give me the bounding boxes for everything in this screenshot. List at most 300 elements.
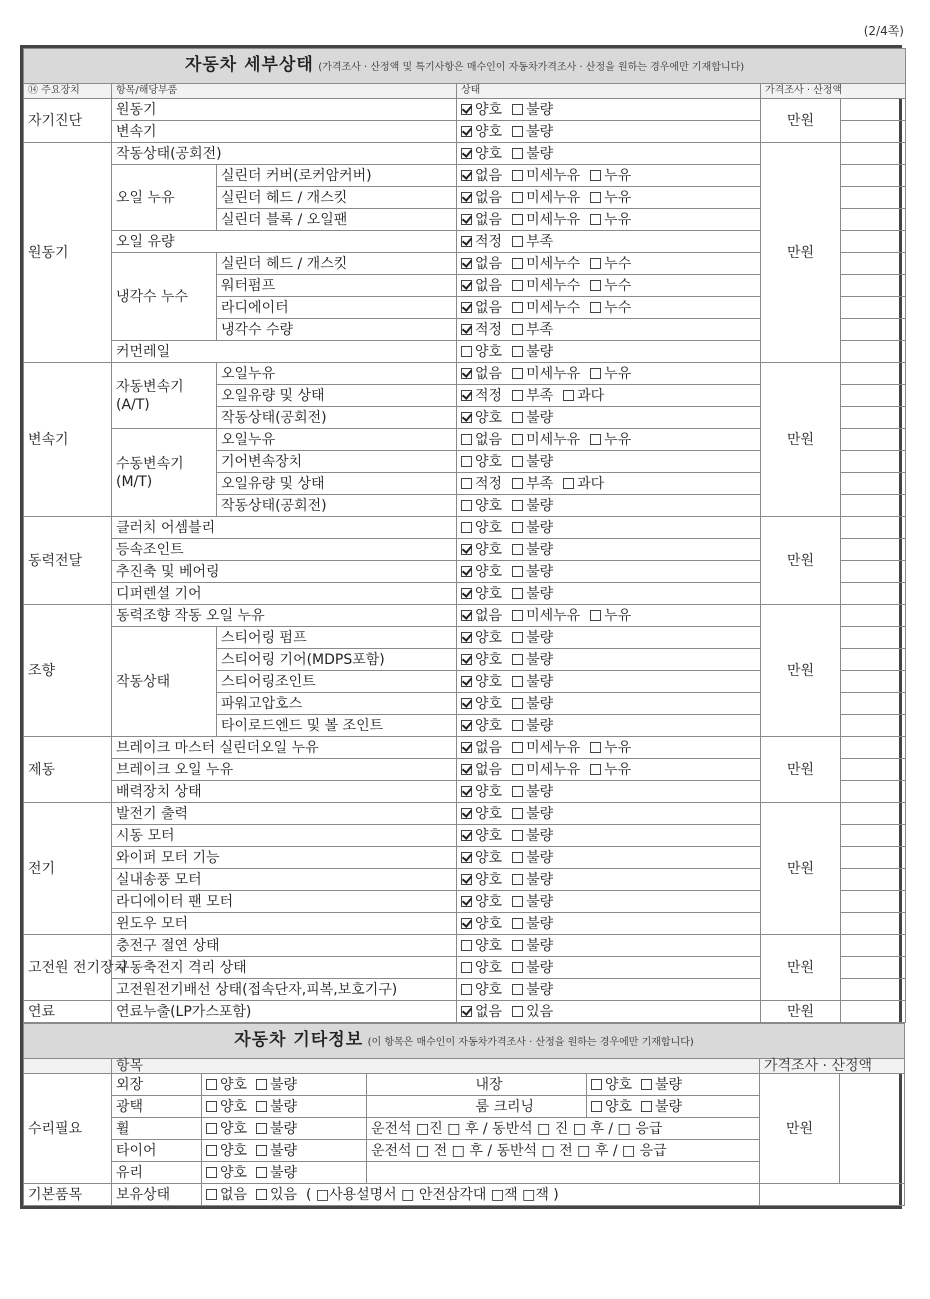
option-label: 적정 bbox=[475, 321, 503, 338]
checkbox[interactable] bbox=[512, 588, 523, 599]
checkbox[interactable] bbox=[512, 962, 523, 973]
price-input[interactable] bbox=[841, 935, 906, 957]
checkbox[interactable] bbox=[512, 720, 523, 731]
sub-part-name: 오일유량 및 상태 bbox=[217, 385, 457, 407]
checkbox[interactable] bbox=[590, 170, 601, 181]
status-option bbox=[461, 496, 502, 516]
wheel-status: 양호 불량 bbox=[202, 1118, 367, 1140]
price-input[interactable] bbox=[841, 627, 906, 649]
checkbox[interactable] bbox=[512, 192, 523, 203]
option-label: 양호 bbox=[475, 673, 503, 690]
device-group: 동력전달 bbox=[24, 517, 112, 605]
checkbox[interactable] bbox=[461, 698, 472, 709]
interior-label: 내장 bbox=[472, 1074, 587, 1096]
checkbox[interactable] bbox=[590, 192, 601, 203]
option-label: 누수 bbox=[604, 299, 632, 316]
checkbox[interactable] bbox=[512, 940, 523, 951]
price-input[interactable] bbox=[841, 913, 906, 935]
checkbox[interactable] bbox=[512, 324, 523, 335]
status-option bbox=[512, 232, 553, 252]
checkbox[interactable] bbox=[512, 368, 523, 379]
status-options bbox=[457, 561, 761, 583]
price-input[interactable] bbox=[841, 869, 906, 891]
checkbox[interactable] bbox=[512, 434, 523, 445]
option-label: 누수 bbox=[604, 277, 632, 294]
checkbox[interactable] bbox=[461, 544, 472, 555]
option-label: 양호 bbox=[475, 915, 503, 932]
checkbox[interactable] bbox=[461, 434, 472, 445]
price-input[interactable] bbox=[841, 847, 906, 869]
sub-part-name: 파워고압호스 bbox=[217, 693, 457, 715]
status-options bbox=[457, 649, 761, 671]
option-label: 미세누유 bbox=[526, 607, 581, 624]
status-option bbox=[461, 430, 502, 450]
price-unit: 만원 bbox=[761, 143, 841, 363]
part-category: 수동변속기 (M/T) bbox=[112, 429, 217, 517]
checkbox[interactable] bbox=[512, 632, 523, 643]
option-label: 부족 bbox=[526, 321, 554, 338]
checkbox[interactable] bbox=[461, 478, 472, 489]
part-name: 오일 유량 bbox=[112, 231, 457, 253]
status-option bbox=[461, 782, 502, 802]
checkbox[interactable] bbox=[512, 566, 523, 577]
checkbox[interactable] bbox=[461, 808, 472, 819]
checkbox[interactable] bbox=[512, 874, 523, 885]
option-label: 불량 bbox=[526, 123, 554, 140]
status-option bbox=[512, 474, 553, 494]
option-label: 불량 bbox=[526, 805, 554, 822]
part-name: 시동 모터 bbox=[112, 825, 457, 847]
option-label: 불량 bbox=[526, 827, 554, 844]
checkbox[interactable] bbox=[590, 258, 601, 269]
checkbox[interactable] bbox=[461, 258, 472, 269]
part-name: 브레이크 마스터 실린더오일 누유 bbox=[112, 737, 457, 759]
option-label: 적정 bbox=[475, 387, 503, 404]
option-label: 불량 bbox=[526, 343, 554, 360]
option-label: 양호 bbox=[475, 343, 503, 360]
part-category: 작동상태 bbox=[112, 627, 217, 737]
checkbox[interactable] bbox=[256, 1145, 267, 1156]
checkbox[interactable] bbox=[206, 1167, 217, 1178]
status-options bbox=[457, 759, 761, 781]
option-label: 없음 bbox=[475, 189, 503, 206]
interior-status: 양호 불량 bbox=[587, 1074, 760, 1096]
checkbox[interactable] bbox=[512, 1006, 523, 1017]
option-label: 양호 bbox=[475, 123, 503, 140]
status-option bbox=[512, 144, 553, 164]
checkbox[interactable] bbox=[461, 632, 472, 643]
detail-note: (가격조사 · 산정액 및 특기사항은 매수인이 자동차가격조사 · 산정을 원하는 경우에만 기재합니다) bbox=[318, 61, 745, 73]
checkbox[interactable] bbox=[256, 1167, 267, 1178]
checkbox[interactable] bbox=[590, 764, 601, 775]
checkbox[interactable] bbox=[461, 280, 472, 291]
checkbox[interactable] bbox=[512, 390, 523, 401]
status-option bbox=[512, 606, 580, 626]
option-label: 양호 bbox=[475, 563, 503, 580]
checkbox[interactable] bbox=[461, 786, 472, 797]
status-options bbox=[457, 913, 761, 935]
checkbox[interactable] bbox=[461, 984, 472, 995]
status-option bbox=[461, 694, 502, 714]
price-input[interactable] bbox=[841, 759, 906, 781]
price-input[interactable] bbox=[841, 319, 906, 341]
status-option bbox=[590, 276, 631, 296]
option-label: 양호 bbox=[475, 453, 503, 470]
checkbox[interactable] bbox=[461, 588, 472, 599]
price-input[interactable] bbox=[841, 979, 906, 1001]
status-option bbox=[563, 474, 604, 494]
device-group: 전기 bbox=[24, 803, 112, 935]
checkbox[interactable] bbox=[590, 280, 601, 291]
checkbox[interactable] bbox=[512, 654, 523, 665]
status-option bbox=[512, 320, 553, 340]
price-unit: 만원 bbox=[761, 803, 841, 935]
price-input[interactable] bbox=[841, 165, 906, 187]
checkbox[interactable] bbox=[461, 192, 472, 203]
checkbox[interactable] bbox=[461, 346, 472, 357]
option-label: 적정 bbox=[475, 233, 503, 250]
checkbox[interactable] bbox=[512, 764, 523, 775]
option-label: 과다 bbox=[577, 387, 605, 404]
sub-part-name: 오일누유 bbox=[217, 363, 457, 385]
checkbox[interactable] bbox=[591, 1079, 602, 1090]
checkbox[interactable] bbox=[461, 302, 472, 313]
possession-label: 보유상태 bbox=[112, 1184, 202, 1206]
price-input[interactable] bbox=[841, 825, 906, 847]
checkbox[interactable] bbox=[461, 390, 472, 401]
price-input[interactable] bbox=[841, 99, 906, 121]
sub-part-name: 워터펌프 bbox=[217, 275, 457, 297]
tire-position: 운전석 □ 전 □ 후 / 동반석 □ 전 □ 후 / □ 응급 bbox=[367, 1140, 760, 1162]
header-status: 상태 bbox=[457, 84, 761, 99]
page-number: (2/4쪽) bbox=[863, 24, 904, 38]
part-name: 발전기 출력 bbox=[112, 803, 457, 825]
status-option bbox=[512, 1002, 553, 1022]
status-options bbox=[457, 781, 761, 803]
checkbox[interactable] bbox=[512, 214, 523, 225]
price-input[interactable] bbox=[841, 473, 906, 495]
option-label: 불량 bbox=[526, 453, 554, 470]
gloss-status: 양호 불량 bbox=[202, 1096, 367, 1118]
part-name: 변속기 bbox=[112, 121, 457, 143]
checkbox[interactable] bbox=[461, 170, 472, 181]
checkbox[interactable] bbox=[512, 280, 523, 291]
checkbox[interactable] bbox=[641, 1101, 652, 1112]
status-options bbox=[457, 583, 761, 605]
checkbox[interactable] bbox=[256, 1079, 267, 1090]
checkbox[interactable] bbox=[512, 346, 523, 357]
checkbox[interactable] bbox=[512, 786, 523, 797]
price-input[interactable] bbox=[841, 275, 906, 297]
checkbox[interactable] bbox=[563, 390, 574, 401]
price-input[interactable] bbox=[841, 649, 906, 671]
status-options bbox=[457, 253, 761, 275]
checkbox[interactable] bbox=[591, 1101, 602, 1112]
checkbox[interactable] bbox=[512, 522, 523, 533]
option-label: 양호 bbox=[475, 101, 503, 118]
checkbox[interactable] bbox=[461, 236, 472, 247]
option-label: 누유 bbox=[604, 761, 632, 778]
option-label: 없음 bbox=[475, 431, 503, 448]
checkbox[interactable] bbox=[461, 654, 472, 665]
checkbox[interactable] bbox=[461, 368, 472, 379]
status-options bbox=[457, 517, 761, 539]
price-input[interactable] bbox=[841, 121, 906, 143]
status-option bbox=[512, 518, 553, 538]
checkbox[interactable] bbox=[512, 170, 523, 181]
checkbox[interactable] bbox=[590, 434, 601, 445]
status-option bbox=[512, 826, 553, 846]
checkbox[interactable] bbox=[512, 918, 523, 929]
status-option bbox=[512, 364, 580, 384]
status-option bbox=[512, 738, 580, 758]
status-option bbox=[461, 672, 502, 692]
option-label: 미세누수 bbox=[526, 277, 581, 294]
part-name: 윈도우 모터 bbox=[112, 913, 457, 935]
option-label: 누유 bbox=[604, 365, 632, 382]
checkbox[interactable] bbox=[461, 896, 472, 907]
extra-header-item: 항목 bbox=[112, 1059, 760, 1074]
status-option bbox=[512, 210, 580, 230]
checkbox[interactable] bbox=[256, 1123, 267, 1134]
possession-status: 없음 있음 ( □사용설명서 □ 안전삼각대 □잭 □잭 ) bbox=[202, 1184, 760, 1206]
price-input[interactable] bbox=[841, 583, 906, 605]
price-input[interactable] bbox=[841, 143, 906, 165]
price-input[interactable] bbox=[841, 737, 906, 759]
checkbox[interactable] bbox=[512, 984, 523, 995]
room-cleaning-status: 양호 불량 bbox=[587, 1096, 760, 1118]
header-part: 항목/해당부품 bbox=[112, 84, 457, 99]
checkbox[interactable] bbox=[461, 940, 472, 951]
status-option bbox=[461, 342, 502, 362]
option-label: 양호 bbox=[475, 783, 503, 800]
sub-part-name: 실린더 커버(로커암커버) bbox=[217, 165, 457, 187]
checkbox[interactable] bbox=[461, 126, 472, 137]
checkbox[interactable] bbox=[512, 104, 523, 115]
status-option bbox=[512, 122, 553, 142]
sub-part-name: 작동상태(공회전) bbox=[217, 407, 457, 429]
checkbox[interactable] bbox=[206, 1123, 217, 1134]
status-option bbox=[461, 540, 502, 560]
checkbox[interactable] bbox=[590, 302, 601, 313]
option-label: 불량 bbox=[526, 673, 554, 690]
option-label: 불량 bbox=[526, 519, 554, 536]
price-input[interactable] bbox=[841, 363, 906, 385]
checkbox[interactable] bbox=[461, 830, 472, 841]
price-input[interactable] bbox=[841, 715, 906, 737]
exterior-label: 외장 bbox=[112, 1074, 202, 1096]
tire-status: 양호 불량 bbox=[202, 1140, 367, 1162]
price-input[interactable] bbox=[841, 187, 906, 209]
checkbox[interactable] bbox=[512, 302, 523, 313]
sub-part-name: 실린더 헤드 / 개스킷 bbox=[217, 253, 457, 275]
checkbox[interactable] bbox=[206, 1101, 217, 1112]
checkbox[interactable] bbox=[461, 456, 472, 467]
checkbox[interactable] bbox=[512, 896, 523, 907]
price-input[interactable] bbox=[841, 231, 906, 253]
status-option bbox=[590, 210, 631, 230]
checkbox[interactable] bbox=[461, 610, 472, 621]
checkbox[interactable] bbox=[512, 742, 523, 753]
sub-part-name: 스티어링조인트 bbox=[217, 671, 457, 693]
checkbox[interactable] bbox=[512, 830, 523, 841]
checkbox[interactable] bbox=[512, 676, 523, 687]
option-label: 누유 bbox=[604, 189, 632, 206]
checkbox[interactable] bbox=[461, 500, 472, 511]
price-input[interactable] bbox=[841, 803, 906, 825]
part-category: 오일 누유 bbox=[112, 165, 217, 231]
checkbox[interactable] bbox=[461, 1006, 472, 1017]
price-unit: 만원 bbox=[761, 1001, 841, 1023]
checkbox[interactable] bbox=[563, 478, 574, 489]
option-label: 불량 bbox=[526, 915, 554, 932]
checkbox[interactable] bbox=[256, 1189, 267, 1200]
status-option bbox=[461, 980, 502, 1000]
checkbox[interactable] bbox=[256, 1101, 267, 1112]
device-group: 자기진단 bbox=[24, 99, 112, 143]
price-input[interactable] bbox=[841, 209, 906, 231]
checkbox[interactable] bbox=[512, 126, 523, 137]
status-option bbox=[461, 100, 502, 120]
checkbox[interactable] bbox=[461, 104, 472, 115]
option-label: 없음 bbox=[475, 211, 503, 228]
extra-price-input[interactable] bbox=[840, 1074, 905, 1184]
status-options bbox=[457, 539, 761, 561]
status-options bbox=[457, 121, 761, 143]
status-option bbox=[461, 144, 502, 164]
checkbox[interactable] bbox=[512, 456, 523, 467]
status-row bbox=[24, 517, 906, 539]
status-option bbox=[512, 694, 553, 714]
price-input[interactable] bbox=[841, 561, 906, 583]
checkbox[interactable] bbox=[512, 500, 523, 511]
checkbox[interactable] bbox=[512, 258, 523, 269]
option-label: 미세누유 bbox=[526, 431, 581, 448]
option-label: 과다 bbox=[577, 475, 605, 492]
extra-note: (이 항목은 매수인이 자동차가격조사 · 산정을 원하는 경우에만 기재합니다) bbox=[367, 1036, 694, 1048]
checkbox[interactable] bbox=[461, 720, 472, 731]
status-option bbox=[512, 430, 580, 450]
price-input[interactable] bbox=[841, 297, 906, 319]
price-input[interactable] bbox=[841, 1001, 906, 1023]
option-label: 양호 bbox=[475, 893, 503, 910]
checkbox[interactable] bbox=[461, 324, 472, 335]
price-input[interactable] bbox=[841, 517, 906, 539]
price-input[interactable] bbox=[841, 693, 906, 715]
price-input[interactable] bbox=[841, 385, 906, 407]
checkbox[interactable] bbox=[512, 148, 523, 159]
price-input[interactable] bbox=[841, 253, 906, 275]
part-name: 추진축 및 베어링 bbox=[112, 561, 457, 583]
price-unit: 만원 bbox=[761, 99, 841, 143]
option-label: 불량 bbox=[526, 563, 554, 580]
price-unit: 만원 bbox=[761, 737, 841, 803]
price-input[interactable] bbox=[841, 451, 906, 473]
checkbox[interactable] bbox=[512, 478, 523, 489]
option-label: 불량 bbox=[526, 849, 554, 866]
checkbox[interactable] bbox=[512, 544, 523, 555]
status-option bbox=[461, 848, 502, 868]
option-label: 불량 bbox=[526, 585, 554, 602]
checkbox[interactable] bbox=[512, 698, 523, 709]
option-label: 양호 bbox=[475, 981, 503, 998]
checkbox[interactable] bbox=[461, 566, 472, 577]
status-row bbox=[24, 363, 906, 385]
checkbox[interactable] bbox=[206, 1189, 217, 1200]
checkbox[interactable] bbox=[461, 676, 472, 687]
status-option bbox=[461, 232, 502, 252]
status-option bbox=[461, 892, 502, 912]
price-input[interactable] bbox=[841, 429, 906, 451]
status-option bbox=[512, 540, 553, 560]
checkbox[interactable] bbox=[641, 1079, 652, 1090]
checkbox[interactable] bbox=[512, 412, 523, 423]
checkbox[interactable] bbox=[590, 742, 601, 753]
status-option bbox=[590, 364, 631, 384]
option-label: 없음 bbox=[475, 277, 503, 294]
checkbox[interactable] bbox=[461, 412, 472, 423]
price-input[interactable] bbox=[841, 781, 906, 803]
checkbox[interactable] bbox=[461, 522, 472, 533]
checkbox[interactable] bbox=[461, 874, 472, 885]
price-input[interactable] bbox=[841, 957, 906, 979]
checkbox[interactable] bbox=[590, 368, 601, 379]
checkbox[interactable] bbox=[206, 1079, 217, 1090]
detail-title-cell bbox=[24, 49, 906, 84]
checkbox[interactable] bbox=[461, 962, 472, 973]
status-option bbox=[512, 452, 553, 472]
price-input[interactable] bbox=[841, 539, 906, 561]
status-row bbox=[24, 803, 906, 825]
part-name: 고전원전기배선 상태(접속단자,피복,보호기구) bbox=[112, 979, 457, 1001]
checkbox[interactable] bbox=[512, 610, 523, 621]
option-label: 미세누유 bbox=[526, 211, 581, 228]
option-label: 미세누유 bbox=[526, 761, 581, 778]
checkbox[interactable] bbox=[590, 610, 601, 621]
status-option bbox=[512, 188, 580, 208]
status-options bbox=[457, 671, 761, 693]
price-input[interactable] bbox=[841, 671, 906, 693]
price-input[interactable] bbox=[841, 891, 906, 913]
price-input[interactable] bbox=[841, 341, 906, 363]
status-row bbox=[24, 605, 906, 627]
option-label: 불량 bbox=[526, 959, 554, 976]
price-input[interactable] bbox=[841, 605, 906, 627]
checkbox[interactable] bbox=[461, 742, 472, 753]
checkbox[interactable] bbox=[512, 852, 523, 863]
option-label: 불량 bbox=[526, 651, 554, 668]
checkbox[interactable] bbox=[461, 148, 472, 159]
price-input[interactable] bbox=[841, 495, 906, 517]
basic-label: 기본품목 bbox=[24, 1184, 112, 1206]
option-label: 없음 bbox=[475, 739, 503, 756]
status-option bbox=[461, 518, 502, 538]
checkbox[interactable] bbox=[461, 918, 472, 929]
checkbox[interactable] bbox=[512, 236, 523, 247]
checkbox[interactable] bbox=[461, 214, 472, 225]
checkbox[interactable] bbox=[461, 764, 472, 775]
checkbox[interactable] bbox=[206, 1145, 217, 1156]
status-option bbox=[461, 408, 502, 428]
price-input[interactable] bbox=[841, 407, 906, 429]
device-group: 제동 bbox=[24, 737, 112, 803]
extra-header-price: 가격조사 · 산정액 bbox=[760, 1059, 905, 1074]
checkbox[interactable] bbox=[512, 808, 523, 819]
checkbox[interactable] bbox=[590, 214, 601, 225]
part-name: 구동축전지 격리 상태 bbox=[112, 957, 457, 979]
checkbox[interactable] bbox=[461, 852, 472, 863]
status-options bbox=[457, 187, 761, 209]
